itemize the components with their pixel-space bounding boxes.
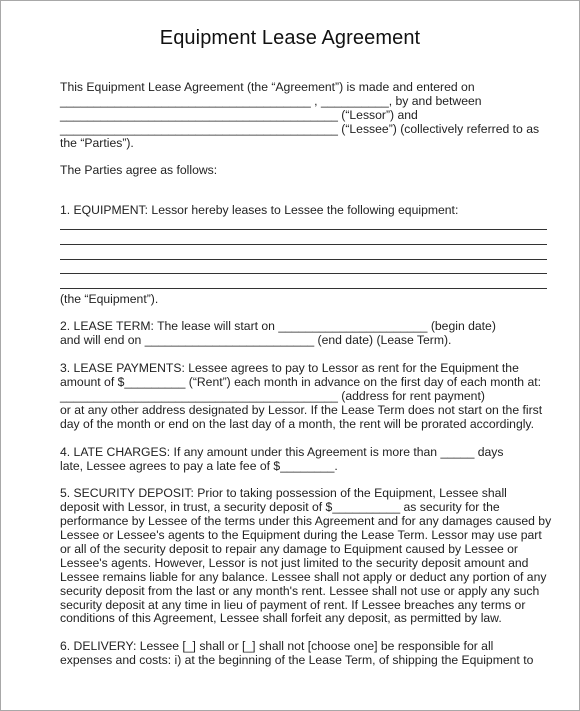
equipment-heading: 1. EQUIPMENT: Lessor hereby leases to Lessee the following equipment:	[60, 203, 459, 218]
intro-line: _________________________________________ (“Lessor”) and	[60, 107, 418, 122]
security-deposit-line: Lessee remains liable for any balance. Lessee shall not apply or deduct any portion of any	[60, 569, 547, 584]
security-deposit-line: or all of the security deposit to repair any damage to Equipment caused by Lessee or	[60, 541, 518, 556]
intro-line: This Equipment Lease Agreement (the “Agreement”) is made and entered on	[60, 80, 475, 94]
lease-payments-line: amount of $_________ (“Rent”) each month in advance on the first day of each month at:	[60, 375, 542, 390]
equipment-blank-line	[60, 218, 547, 230]
parties-agree-paragraph	[60, 164, 550, 178]
late-charges-section	[60, 446, 550, 474]
delivery-section	[60, 640, 550, 668]
equipment-section	[60, 204, 550, 306]
delivery-line: 6. DELIVERY: Lessee [_] shall or [_] shall not [choose one] be responsible for all	[60, 639, 494, 654]
security-deposit-section	[60, 487, 550, 626]
intro-line: the “Parties”).	[60, 135, 134, 150]
document-body	[60, 81, 550, 668]
security-deposit-line: conditions of this Agreement, Lessee shall forfeit any deposit, as permitted by law.	[60, 611, 502, 626]
security-deposit-line: security deposit from the last or any month's rent. Lessee shall not use or apply any such	[60, 583, 540, 598]
equipment-blank-line	[60, 248, 547, 260]
lease-term-line: and will end on _________________________ (end date) (Lease Term).	[60, 333, 452, 348]
equipment-blank-line	[60, 278, 547, 290]
lease-payments-line: 3. LEASE PAYMENTS: Lessee agrees to pay to Lessor as rent for the Equipment the	[60, 361, 519, 376]
intro-line: _____________________________________ , __________, by and between	[60, 93, 482, 108]
security-deposit-line: 5. SECURITY DEPOSIT: Prior to taking possession of the Equipment, Lessee shall	[60, 486, 507, 501]
equipment-closing: (the “Equipment”).	[60, 291, 159, 306]
security-deposit-line: Lessee or Lessee's agents to the Equipment during the Lease Term. Lessor may use part	[60, 528, 542, 543]
security-deposit-line: deposit with Lessor, in trust, a security deposit of $__________ as security for the	[60, 500, 500, 515]
security-deposit-line: security deposit at any time in lieu of payment of rent. If Lessee breaches any terms or	[60, 597, 526, 612]
intro-line: _________________________________________ (“Lessee”) (collectively referred to as	[60, 121, 540, 136]
lease-payments-line: _________________________________________ (address for rent payment)	[60, 389, 485, 403]
security-deposit-line: Lessee's agents. However, Lessor is not just limited to the security deposit amount and	[60, 555, 529, 570]
lease-term-section	[60, 320, 550, 348]
security-deposit-line: performance by Lessee of the terms under this Agreement and for any damages caused by	[60, 514, 552, 529]
lease-payments-section	[60, 362, 550, 432]
lease-term-line: 2. LEASE TERM: The lease will start on ______________________ (begin date)	[60, 319, 496, 334]
lease-payments-line: or at any other address designated by Lessor. If the Lease Term does not start on the first	[60, 402, 543, 417]
late-charges-line: late, Lessee agrees to pay a late fee of $________.	[60, 458, 338, 473]
parties-agree-text: The Parties agree as follows:	[60, 163, 218, 178]
document-title: Equipment Lease Agreement	[159, 27, 421, 49]
lease-payments-line: day of the month or end on the last day of a month, the rent will be prorated accordingly.	[60, 416, 535, 431]
delivery-line: expenses and costs: i) at the beginning of the Lease Term, of shipping the Equipment to	[60, 653, 534, 668]
equipment-blank-line	[60, 233, 547, 245]
late-charges-line: 4. LATE CHARGES: If any amount under this Agreement is more than _____ days	[60, 444, 504, 459]
equipment-blank-line	[60, 263, 547, 275]
intro-paragraph	[60, 81, 550, 151]
